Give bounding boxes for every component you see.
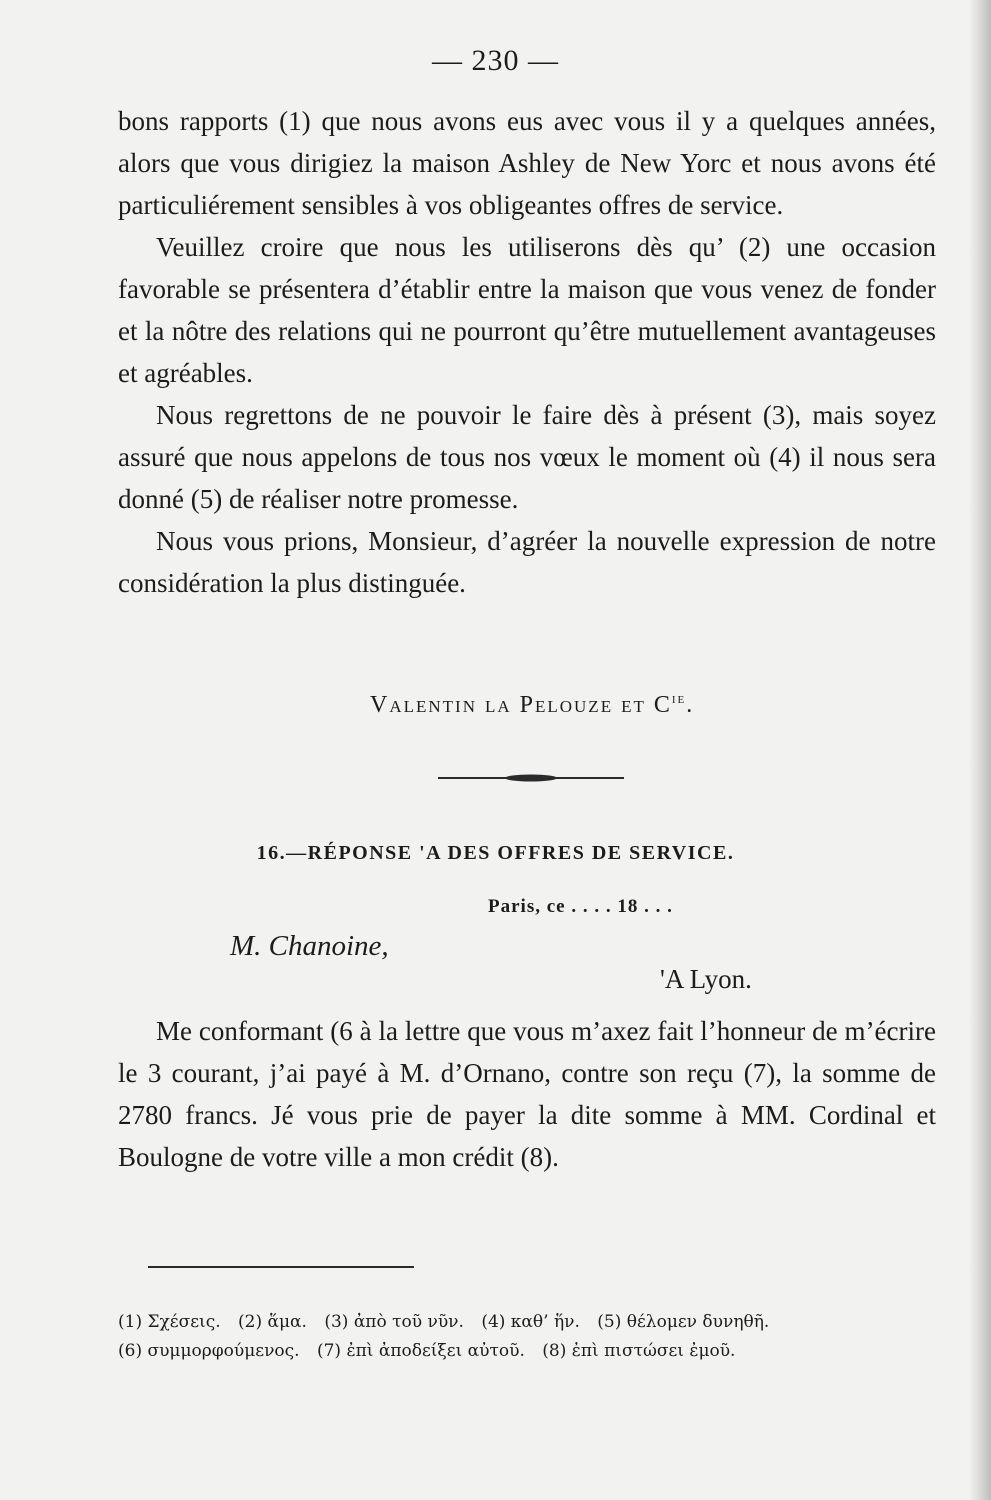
signature-name: Valentin la Pelouze et C [370,692,672,718]
dateline: Paris, ce . . . . 18 . . . [488,896,673,917]
footnote-8: (8) ἐπὶ πιστώσει ἐμοῦ. [542,1341,736,1361]
letter-one-paragraph-1: bons rapports (1) que nous avons eus avec vous il y a quelques années, alors que vous dirigiez la maison Ashley de New Yorc et nous avons été particuliérement sensibles à vos obligeantes offres de service. [118,106,936,220]
section-divider-ornament [438,772,624,784]
salutation: M. Chanoine, [230,930,389,962]
letter-one-body [118,100,936,604]
footnote-1: (1) Σχέσεις. [118,1312,221,1332]
footnote-5: (5) θέλομεν δυνηθῆ. [597,1312,770,1332]
footnote-3: (3) ἀπὸ τοῦ νῦν. [324,1312,464,1332]
footnote-rule [148,1266,414,1268]
page-number: — 230 — [432,44,559,77]
page-edge-shadow [969,0,991,1500]
footnotes [118,1308,948,1366]
footnote-6: (6) συμμορφούμενος. [118,1341,300,1361]
place-line: 'A Lyon. [660,964,752,994]
signature-end: . [686,692,695,718]
footnote-line-2 [118,1337,948,1366]
letter-two-body: Me conformant (6 à la lettre que vous m’axez fait l’honneur de m’écrire le 3 courant, j’ai payé à M. d’Ornano, contre son reçu (7), la somme de 2780 francs. Jé vous prie de payer la dite somme à MM. Cordinal et Boulogne de votre ville a mon crédit (8). [118,1016,936,1172]
signature-superscript: ie [671,690,687,707]
footnote-7: (7) ἐπὶ ἀποδείξει αὐτοῦ. [316,1341,525,1361]
footnote-2: (2) ἅμα. [238,1312,307,1332]
letter-one-paragraph-4: Nous vous prions, Monsieur, d’agréer la nouvelle expression de notre considération la plus distinguée. [118,526,936,598]
section-heading: 16.—RÉPONSE 'A DES OFFRES DE SERVICE. [256,842,735,864]
letter-one-paragraph-2: Veuillez croire que nous les utiliserons dès qu’ (2) une occasion favorable se présentera d’établir entre la maison que vous venez de fonder et la nôtre des relations qui ne pourront qu’être mutuellement avantageuses et agréables. [118,232,936,388]
footnote-4: (4) καθ’ ἥν. [481,1312,580,1332]
letter-one-paragraph-3: Nous regrettons de ne pouvoir le faire dès à présent (3), mais soyez assuré que nous appelons de tous nos vœux le moment où (4) il nous sera donné (5) de réaliser notre promesse. [118,400,936,514]
letter-one-signature [370,690,694,719]
footnote-line-1 [118,1308,948,1337]
